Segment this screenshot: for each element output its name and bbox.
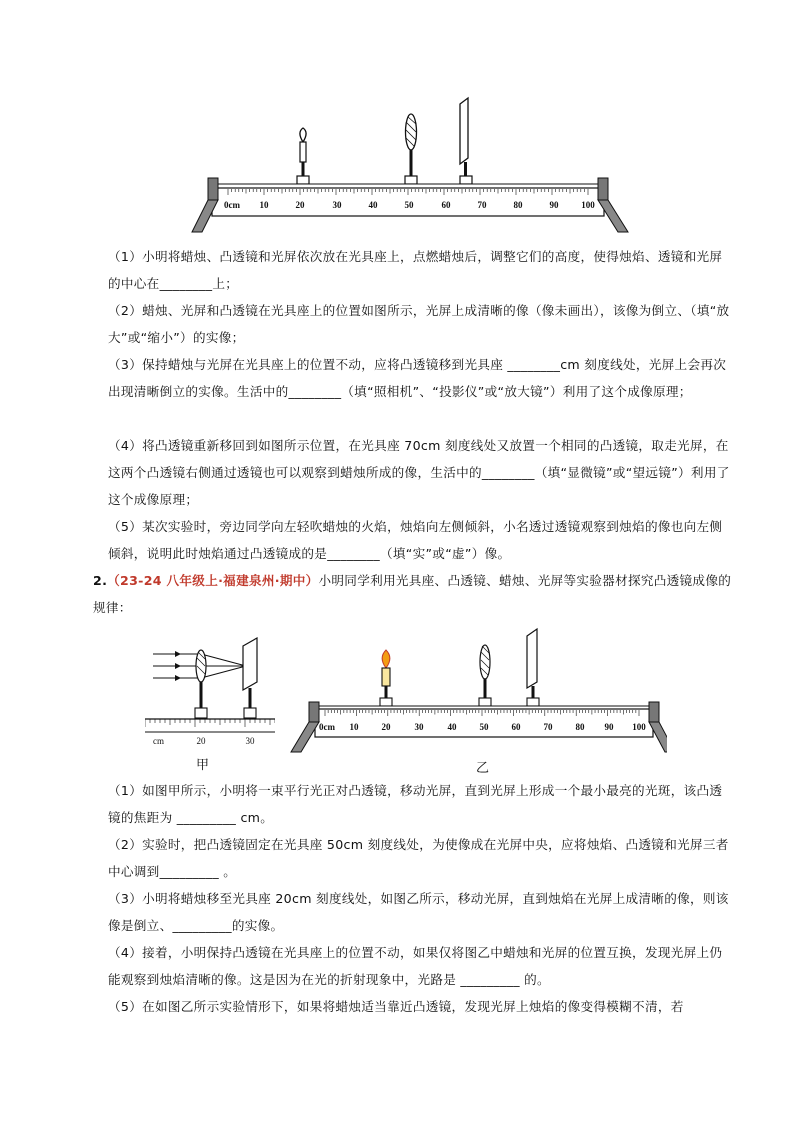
ruler-label: 70	[543, 722, 553, 732]
optical-bench-figure-1	[190, 92, 630, 240]
figure-caption-yi: 乙	[476, 761, 490, 776]
convex-lens	[405, 114, 417, 184]
ruler-label: 20	[295, 200, 305, 210]
light-screen	[527, 629, 539, 706]
convex-lens	[195, 650, 207, 718]
ruler-label: 30	[414, 722, 424, 732]
ruler-label: 40	[447, 722, 457, 732]
light-screen	[243, 638, 257, 718]
q2-part-2: （2）实验时，把凸透镜固定在光具座 50cm 刻度线处，为使像成在光屏中央，应将烛焰、凸透镜和光屏三者中心调到_________ 。	[108, 837, 729, 879]
ruler-label: 80	[513, 200, 523, 210]
q1-part-1: （1）小明将蜡烛、凸透镜和光屏依次放在光具座上，点燃蜡烛后，调整它们的高度，使得烛焰、透镜和光屏的中心在________上；	[108, 249, 723, 291]
question-2-heading	[93, 567, 739, 621]
ruler-label: 70	[477, 200, 487, 210]
candle	[297, 128, 309, 184]
ruler-label: 20	[196, 736, 206, 746]
figure-caption-jia: 甲	[196, 758, 210, 773]
ruler-ticks	[145, 719, 275, 727]
ruler-label: 0cm	[224, 200, 240, 210]
ruler-label: 20	[381, 722, 391, 732]
ruler-label: 10	[259, 200, 269, 210]
question-intro: 小明同学利用光具座、凸透镜、蜡烛、光屏等实验器材探究凸透镜成像的规律：	[93, 573, 732, 615]
ruler-label: 50	[404, 200, 414, 210]
convex-lens	[479, 645, 491, 706]
candle	[380, 650, 392, 706]
ruler-label: cm	[153, 736, 164, 746]
ruler-label: 30	[332, 200, 342, 210]
ruler-label: 40	[368, 200, 378, 210]
light-screen	[460, 98, 472, 184]
q1-part-2: （2）蜡烛、光屏和凸透镜在光具座上的位置如图所示，光屏上成清晰的像（像未画出），该像为倒立、（填“放大”或“缩小”）的实像；	[108, 303, 730, 345]
optical-bench-figure-yi	[287, 624, 667, 756]
ruler-label: 60	[441, 200, 451, 210]
ruler-label: 10	[349, 722, 359, 732]
q1-part-3: （3）保持蜡烛与光屏在光具座上的位置不动，应将凸透镜移到光具座 ________cm 刻度线处，光屏上会再次出现清晰倒立的实像。生活中的________（填“照相机”、“投影仪”或“放大镜”）利用了这个成像原理；	[108, 357, 727, 399]
ruler-label: 100	[632, 722, 646, 732]
ruler-label: 30	[245, 736, 255, 746]
focal-length-figure-jia	[145, 636, 275, 754]
q2-part-3: （3）小明将蜡烛移至光具座 20cm 刻度线处，如图乙所示，移动光屏，直到烛焰在光屏上成清晰的像，则该像是倒立、_________的实像。	[108, 891, 729, 933]
q2-part-1: （1）如图甲所示，小明将一束平行光正对凸透镜，移动光屏，直到光屏上形成一个最小最亮的光斑，该凸透镜的焦距为 _________ cm。	[108, 783, 723, 825]
q2-part-5: （5）在如图乙所示实验情形下，如果将蜡烛适当靠近凸透镜，发现光屏上烛焰的像变得模糊不清，若	[108, 999, 684, 1014]
ruler-label: 80	[575, 722, 585, 732]
ruler-label: 90	[604, 722, 614, 732]
q1-part-5: （5）某次实验时，旁边同学向左轻吹蜡烛的火焰，烛焰向左侧倾斜，小名透过透镜观察到烛焰的像也向左侧倾斜，说明此时烛焰通过凸透镜成的是________（填“实”或“虚”）像。	[108, 519, 723, 561]
ruler-label: 60	[511, 722, 521, 732]
question-number: 2.	[93, 573, 108, 588]
ruler-label: 90	[549, 200, 559, 210]
ruler-label: 0cm	[319, 722, 335, 732]
ruler-label: 50	[479, 722, 489, 732]
q2-part-4: （4）接着，小明保持凸透镜在光具座上的位置不动，如果仅将图乙中蜡烛和光屏的位置互换，发现光屏上仍能观察到烛焰清晰的像。这是因为在光的折射现象中，光路是 _________ 的。	[108, 945, 723, 987]
ray-arrows	[175, 651, 181, 681]
question-source: （23-24 八年级上·福建泉州·期中）	[107, 573, 319, 588]
q1-part-4: （4）将凸透镜重新移回到如图所示位置，在光具座 70cm 刻度线处又放置一个相同的凸透镜，取走光屏，在这两个凸透镜右侧通过透镜也可以观察到蜡烛所成的像，生活中的________（填“显微镜”或“望远镜”）利用了这个成像原理；	[108, 438, 730, 507]
ruler-label: 100	[581, 200, 595, 210]
